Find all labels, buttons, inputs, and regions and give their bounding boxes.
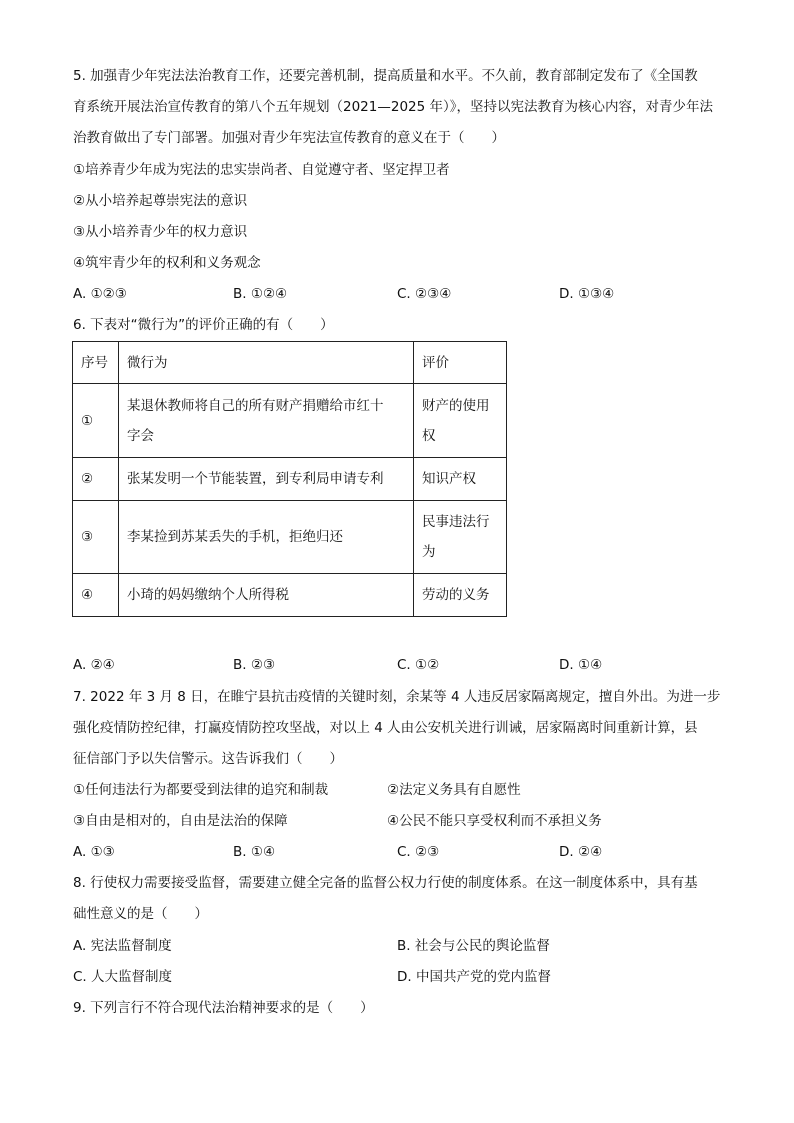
q7-statement-1: ①任何违法行为都要受到法律的追究和制裁 xyxy=(73,782,329,798)
row-act-line: 字会 xyxy=(127,427,154,444)
header-act: 微行为 xyxy=(119,342,414,384)
q5-statement-3: ③从小培养青少年的权力意识 xyxy=(73,224,248,240)
row-act-line: 李某捡到苏某丢失的手机，拒绝归还 xyxy=(127,529,343,545)
q8-stem-line-1: 8. 行使权力需要接受监督，需要建立健全完备的监督公权力行使的制度体系。在这一制度体系中，具有基 xyxy=(73,875,698,891)
row-act-line: 小琦的妈妈缴纳个人所得税 xyxy=(127,587,289,603)
q9-stem: 9. 下列言行不符合现代法治精神要求的是（ ） xyxy=(73,1000,374,1016)
q5-statement-1: ①培养青少年成为宪法的忠实崇尚者、自觉遵守者、坚定捍卫者 xyxy=(73,162,450,178)
row-no: ② xyxy=(73,458,119,501)
row-eval xyxy=(414,501,507,574)
row-eval xyxy=(414,574,507,617)
table-header-row xyxy=(73,342,507,384)
q6-table xyxy=(72,341,507,617)
row-act xyxy=(119,458,414,501)
header-eval: 评价 xyxy=(414,342,507,384)
q7-stem-line-3: 征信部门予以失信警示。这告诉我们（ ） xyxy=(73,751,343,767)
q7-statement-4: ④公民不能只享受权利而不承担义务 xyxy=(387,813,602,829)
q5-statement-4: ④筑牢青少年的权利和义务观念 xyxy=(73,255,261,271)
table-row xyxy=(73,384,507,458)
q8-option-c[interactable]: C. 人大监督制度 xyxy=(73,969,173,985)
row-act xyxy=(119,501,414,574)
q5-stem-line-2: 育系统开展法治宣传教育的第八个五年规划（2021—2025 年）》，坚持以宪法教育为核心内容，对青少年法 xyxy=(73,99,714,115)
row-no: ③ xyxy=(73,501,119,574)
row-eval-line: 知识产权 xyxy=(422,471,476,487)
q7-statement-3: ③自由是相对的，自由是法治的保障 xyxy=(73,813,288,829)
q5-option-a[interactable]: A. ①②③ xyxy=(73,286,127,302)
q7-option-a[interactable]: A. ①③ xyxy=(73,844,115,860)
row-act xyxy=(119,574,414,617)
header-no: 序号 xyxy=(73,342,119,384)
row-eval xyxy=(414,458,507,501)
q7-statement-2: ②法定义务具有自愿性 xyxy=(387,782,521,798)
q5-option-c[interactable]: C. ②③④ xyxy=(397,286,452,302)
q6-option-d[interactable]: D. ①④ xyxy=(559,657,603,673)
row-act-line: 某退休教师将自己的所有财产捐赠给市红十 xyxy=(127,397,384,414)
row-eval-line: 劳动的义务 xyxy=(422,587,490,603)
q7-stem-line-1: 7. 2022 年 3 月 8 日，在睢宁县抗击疫情的关键时刻，余某等 4 人违反居家隔离规定，擅自外出。为进一步 xyxy=(73,689,721,705)
table-row xyxy=(73,458,507,501)
row-no: ④ xyxy=(73,574,119,617)
q8-option-d[interactable]: D. 中国共产党的党内监督 xyxy=(397,969,551,985)
q8-option-a[interactable]: A. 宪法监督制度 xyxy=(73,938,172,954)
table-row xyxy=(73,574,507,617)
row-eval xyxy=(414,384,507,458)
row-no: ① xyxy=(73,384,119,458)
q5-option-b[interactable]: B. ①②④ xyxy=(233,286,288,302)
q7-option-d[interactable]: D. ②④ xyxy=(559,844,603,860)
row-act xyxy=(119,384,414,458)
table-row xyxy=(73,501,507,574)
q6-option-b[interactable]: B. ②③ xyxy=(233,657,276,673)
row-eval-line: 权 xyxy=(422,427,436,444)
q7-stem-line-2: 强化疫情防控纪律，打赢疫情防控攻坚战，对以上 4 人由公安机关进行训诫，居家隔离时间重新计算，县 xyxy=(73,720,698,736)
q7-option-c[interactable]: C. ②③ xyxy=(397,844,440,860)
q5-stem-line-3: 治教育做出了专门部署。加强对青少年宪法宣传教育的意义在于（ ） xyxy=(73,130,505,146)
row-eval-line: 为 xyxy=(422,544,436,560)
row-eval-line: 民事违法行 xyxy=(422,514,490,530)
q7-option-b[interactable]: B. ①④ xyxy=(233,844,276,860)
q6-stem: 6. 下表对“微行为”的评价正确的有（ ） xyxy=(73,317,334,333)
q6-option-c[interactable]: C. ①② xyxy=(397,657,440,673)
q8-stem-line-2: 础性意义的是（ ） xyxy=(73,906,208,922)
q5-option-d[interactable]: D. ①③④ xyxy=(559,286,615,302)
q5-stem-line-1: 5. 加强青少年宪法法治教育工作，还要完善机制，提高质量和水平。不久前，教育部制定发布了《全国教 xyxy=(73,68,698,84)
q8-option-b[interactable]: B. 社会与公民的舆论监督 xyxy=(397,938,550,954)
row-act-line: 张某发明一个节能装置，到专利局申请专利 xyxy=(127,471,384,487)
q5-statement-2: ②从小培养起尊崇宪法的意识 xyxy=(73,193,248,209)
row-eval-line: 财产的使用 xyxy=(422,397,490,414)
q6-option-a[interactable]: A. ②④ xyxy=(73,657,115,673)
